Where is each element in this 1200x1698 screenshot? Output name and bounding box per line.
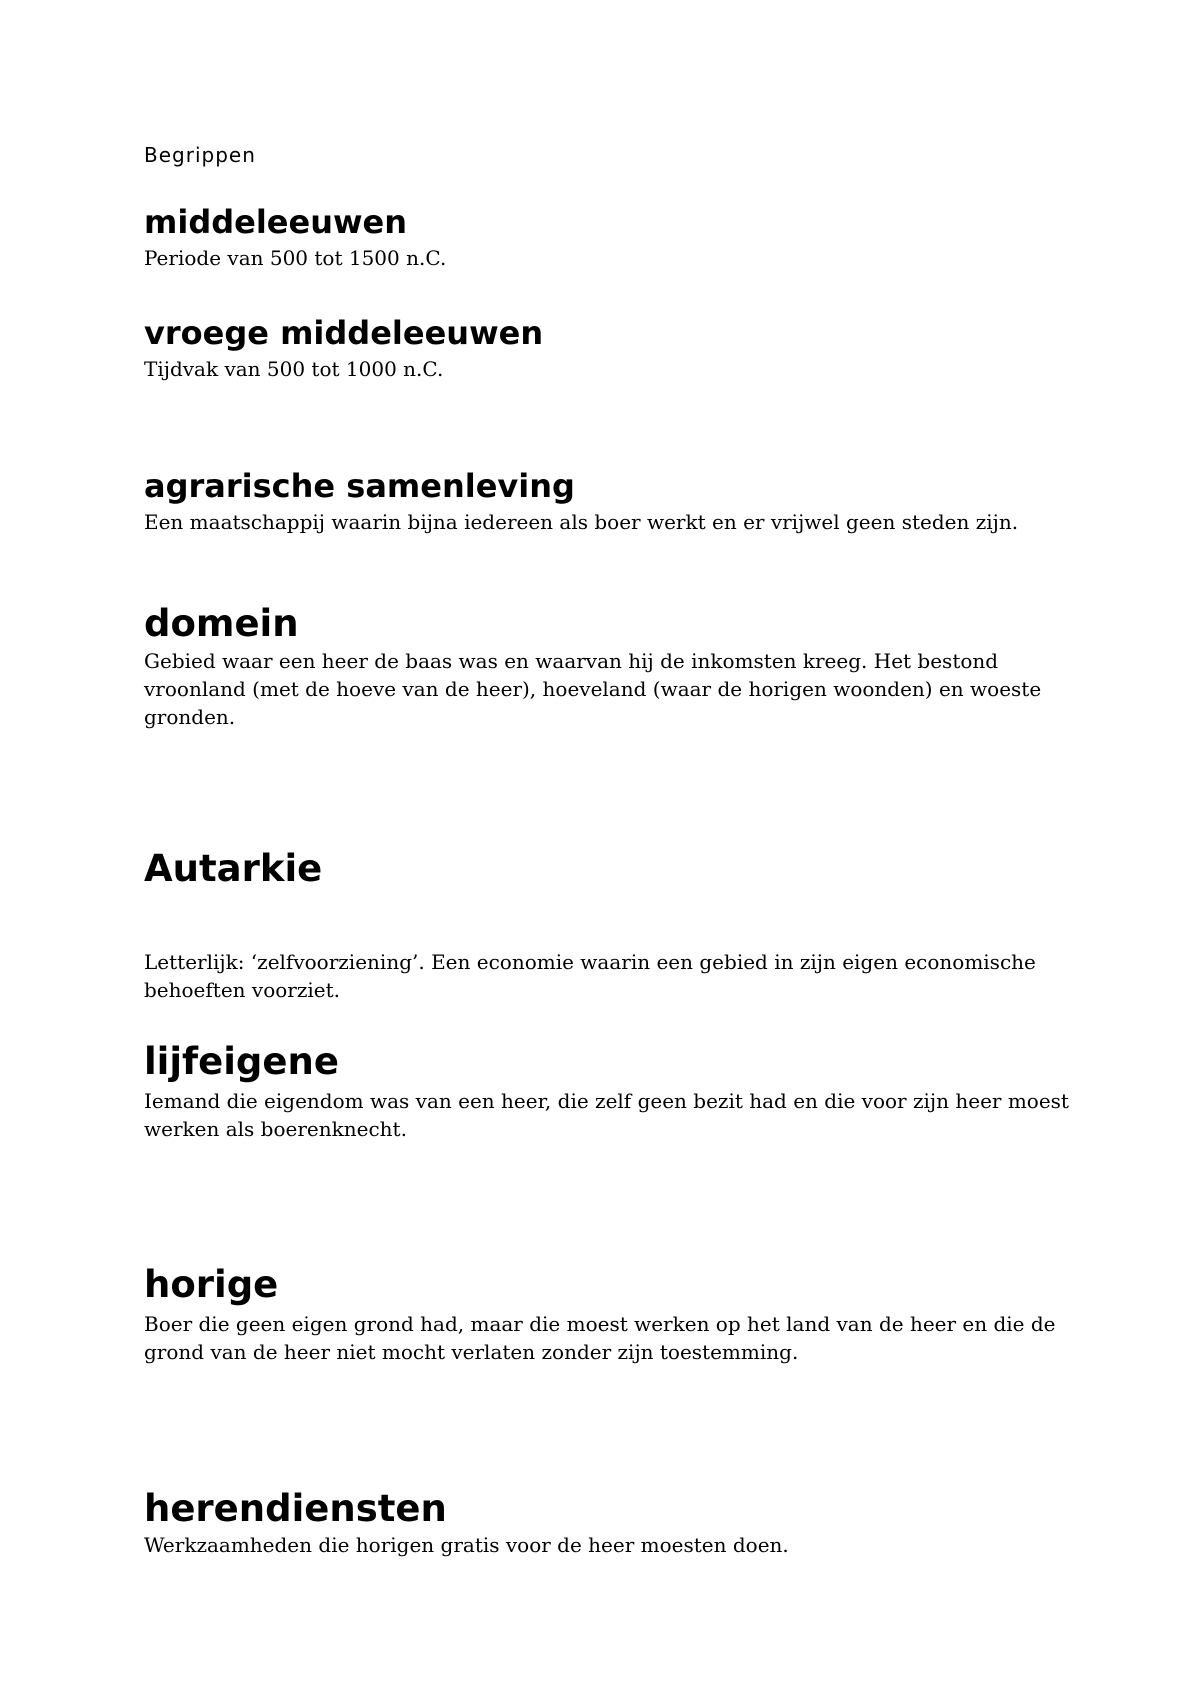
term-definition: Gebied waar een heer de baas was en waarvan hij de inkomsten kreeg. Het bestond vroonland (met de hoeve van de heer), hoeveland (waar de horigen woonden) en woeste gronden. (144, 649, 1042, 729)
term-heading: herendiensten (144, 1487, 447, 1530)
term-heading: horige (144, 1263, 279, 1306)
term-definition: Tijdvak van 500 tot 1000 n.C. (144, 357, 444, 381)
term-definition: Boer die geen eigen grond had, maar die moest werken op het land van de heer en die de grond van de heer niet mocht verlaten zonder zijn toestemming. (144, 1312, 1056, 1364)
term-definition: Periode van 500 tot 1500 n.C. (144, 246, 447, 270)
term-heading: Autarkie (144, 847, 323, 890)
term-definition: Een maatschappij waarin bijna iedereen als boer werkt en er vrijwel geen steden zijn. (144, 510, 1019, 534)
page-title: Begrippen (144, 143, 256, 167)
term-heading: vroege middeleeuwen (144, 314, 544, 352)
term-heading: middeleeuwen (144, 203, 408, 241)
term-heading: agrarische samenleving (144, 467, 575, 505)
term-definition: Letterlijk: ‘zelfvoorziening’. Een economie waarin een gebied in zijn eigen economische behoeften voorziet. (144, 950, 1036, 1002)
term-heading: lijfeigene (144, 1040, 339, 1083)
term-definition: Werkzaamheden die horigen gratis voor de heer moesten doen. (144, 1533, 789, 1557)
term-definition: Iemand die eigendom was van een heer, die zelf geen bezit had en die voor zijn heer moest werken als boerenknecht. (144, 1089, 1069, 1141)
term-heading: domein (144, 602, 299, 645)
